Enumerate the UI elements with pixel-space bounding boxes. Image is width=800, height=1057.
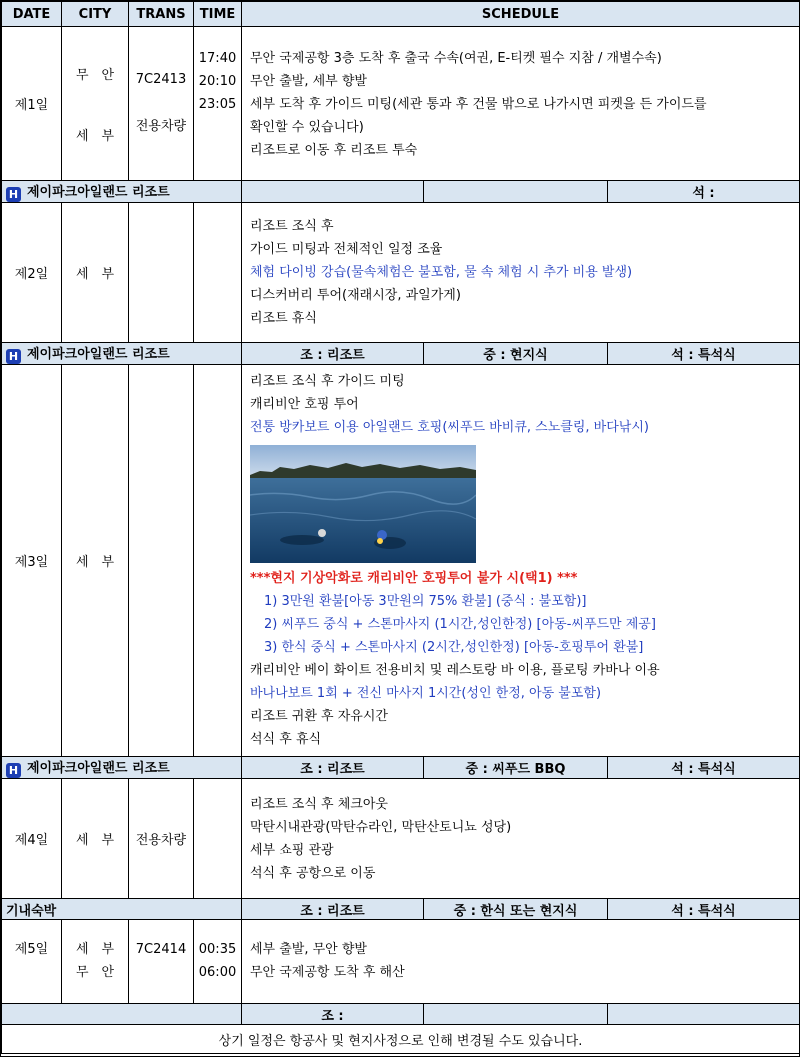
weather-warning: ***현지 기상악화로 캐리비안 호핑투어 불가 시(택1) *** [250, 571, 578, 586]
meal-breakfast: 조 : 리조트 [242, 757, 424, 779]
city-cell [62, 365, 129, 757]
schedule-line: 캐리비안 베이 화이트 전용비치 및 레스토랑 바 이용, 플로팅 카바나 이용 [250, 663, 660, 678]
flight-number: 7C2413 [135, 71, 187, 87]
time-cell [194, 27, 242, 181]
flight-number: 7C2414 [135, 942, 187, 957]
hotel-name [2, 181, 242, 203]
meal-lunch: 중 : 현지식 [424, 343, 608, 365]
hotel-row [2, 181, 800, 203]
trans-cell [129, 27, 194, 181]
header-time: TIME [194, 2, 242, 27]
header-city: CITY [62, 2, 129, 27]
time-cell [194, 779, 242, 899]
city-char: 부 [101, 942, 114, 957]
footer-note: 상기 일정은 항공사 및 현지사정으로 인해 변경될 수도 있습니다. [2, 1025, 800, 1054]
hotel-name: 기내숙박 [2, 899, 242, 920]
schedule-cell [242, 920, 800, 1004]
city-char: 안 [101, 67, 114, 83]
option-line: 2) 씨푸드 중식 + 스톤마사지 (1시간,성인한정) [아동-씨푸드만 제공] [264, 617, 656, 632]
hotel-row [2, 899, 800, 920]
city-char: 부 [101, 555, 114, 570]
time-value: 23:05 [198, 97, 237, 112]
snorkeling-photo [250, 445, 476, 563]
day3-row [2, 365, 800, 757]
meal-lunch [424, 181, 608, 203]
schedule-line: 석식 후 공항으로 이동 [250, 865, 376, 881]
meal-dinner: 석 : 특석식 [608, 757, 800, 779]
schedule-line-highlight: 전통 방카보트 이용 아일랜드 호핑(씨푸드 바비큐, 스노클링, 바다낚시) [250, 420, 649, 435]
hotel-name [2, 343, 242, 365]
day-label: 제1일 [2, 27, 62, 181]
meal-lunch [424, 1004, 608, 1025]
day1-row [2, 27, 800, 181]
meal-lunch: 중 : 씨푸드 BBQ [424, 757, 608, 779]
day-label: 제3일 [2, 365, 62, 757]
time-value: 17:40 [198, 51, 237, 66]
city-char: 부 [101, 267, 114, 282]
schedule-line: 무안 국제공항 도착 후 해산 [250, 965, 405, 980]
hotel-text: 제이파크아일랜드 리조트 [27, 185, 170, 200]
schedule-cell [242, 27, 800, 181]
vehicle: 전용차량 [135, 118, 187, 134]
snorkeling-photo-image [250, 445, 476, 563]
meal-breakfast [242, 181, 424, 203]
header-date: DATE [2, 2, 62, 27]
hotel-name [2, 1004, 242, 1025]
schedule-line: 리조트 조식 후 [250, 219, 334, 234]
schedule-line: 가이드 미팅과 전체적인 일정 조율 [250, 242, 443, 257]
schedule-table [1, 1, 800, 1054]
hotel-row [2, 343, 800, 365]
schedule-line: 무안 출발, 세부 향발 [250, 74, 367, 89]
schedule-line: 리조트 휴식 [250, 311, 317, 326]
trans-cell [129, 920, 194, 1004]
schedule-cell [242, 203, 800, 343]
time-cell [194, 920, 242, 1004]
day5-row [2, 920, 800, 1004]
schedule-line: 세부 쇼핑 관광 [250, 842, 334, 858]
city-char: 세 [76, 942, 89, 957]
header-trans: TRANS [129, 2, 194, 27]
schedule-line: 캐리비안 호핑 투어 [250, 397, 359, 412]
city-cell [62, 920, 129, 1004]
schedule-line: 세부 출발, 무안 향발 [250, 942, 367, 957]
trans-cell [129, 203, 194, 343]
meal-breakfast: 조 : 리조트 [242, 343, 424, 365]
time-value: 06:00 [198, 965, 237, 980]
trans-cell [129, 365, 194, 757]
footer-row [2, 1025, 800, 1054]
hotel-icon: H [6, 763, 21, 778]
city-char: 무 [76, 965, 89, 980]
city-cell [62, 203, 129, 343]
day-label: 제4일 [2, 779, 62, 899]
schedule-line-highlight: 바나나보트 1회 + 전신 마사지 1시간(성인 한정, 아동 불포함) [250, 686, 602, 701]
hotel-name [2, 757, 242, 779]
city-char: 부 [101, 833, 114, 848]
meal-breakfast: 조 : 리조트 [242, 899, 424, 920]
schedule-line: 막탄시내관광(막탄슈라인, 막탄산토니뇨 성당) [250, 819, 512, 835]
city-cell [62, 27, 129, 181]
day-label [2, 920, 62, 1004]
schedule-line: 확인할 수 있습니다) [250, 120, 364, 135]
city-cell [62, 779, 129, 899]
schedule-line: 리조트 조식 후 체크아웃 [250, 796, 388, 812]
schedule-line: 디스커버리 투어(재래시장, 과일가게) [250, 288, 461, 303]
header-row [2, 2, 800, 27]
hotel-text: 제이파크아일랜드 리조트 [27, 761, 170, 776]
meal-dinner: 석 : [608, 181, 800, 203]
city-char: 세 [76, 833, 89, 848]
meal-breakfast: 조 : [242, 1004, 424, 1025]
city-char: 세 [76, 555, 89, 570]
schedule-line: 무안 국제공항 3층 도착 후 출국 수속(여권, E-티켓 필수 지참 / 개별수속) [250, 51, 662, 66]
schedule-line: 세부 도착 후 가이드 미팅(세관 통과 후 건물 밖으로 나가시면 피켓을 든 가이드를 [250, 97, 707, 112]
header-schedule: SCHEDULE [242, 2, 800, 27]
day2-row [2, 203, 800, 343]
meal-row [2, 1004, 800, 1025]
day-label: 제2일 [2, 203, 62, 343]
time-value: 20:10 [198, 74, 237, 89]
option-line: 3) 한식 중식 + 스톤마사지 (2시간,성인한정) [아동-호핑투어 환불] [264, 640, 644, 655]
hotel-icon: H [6, 349, 21, 364]
schedule-line: 리조트 귀환 후 자유시간 [250, 709, 388, 724]
hotel-text: 제이파크아일랜드 리조트 [27, 347, 170, 362]
time-value: 00:35 [198, 942, 237, 957]
schedule-cell [242, 779, 800, 899]
schedule-line: 석식 후 휴식 [250, 732, 322, 747]
hotel-icon: H [6, 187, 21, 202]
city-char: 세 [76, 128, 89, 144]
time-cell [194, 365, 242, 757]
city-char: 무 [76, 67, 89, 83]
meal-lunch: 중 : 한식 또는 현지식 [424, 899, 608, 920]
city-char: 부 [101, 128, 114, 144]
meal-dinner: 석 : 특석식 [608, 343, 800, 365]
schedule-line: 리조트로 이동 후 리조트 투숙 [250, 143, 418, 158]
schedule-line-highlight: 체험 다이빙 강습(물속체험은 불포함, 물 속 체험 시 추가 비용 발생) [250, 265, 633, 280]
meal-dinner: 석 : 특석식 [608, 899, 800, 920]
day-label-text: 제5일 [14, 942, 49, 957]
hotel-row [2, 757, 800, 779]
city-char: 세 [76, 267, 89, 282]
day4-row [2, 779, 800, 899]
time-cell [194, 203, 242, 343]
schedule-line: 리조트 조식 후 가이드 미팅 [250, 374, 405, 389]
schedule-cell [242, 365, 800, 757]
city-char: 안 [101, 965, 114, 980]
meal-dinner [608, 1004, 800, 1025]
option-line: 1) 3만원 환불[아동 3만원의 75% 환불] (중식 : 불포함)] [264, 594, 587, 609]
trans-cell: 전용차량 [129, 779, 194, 899]
